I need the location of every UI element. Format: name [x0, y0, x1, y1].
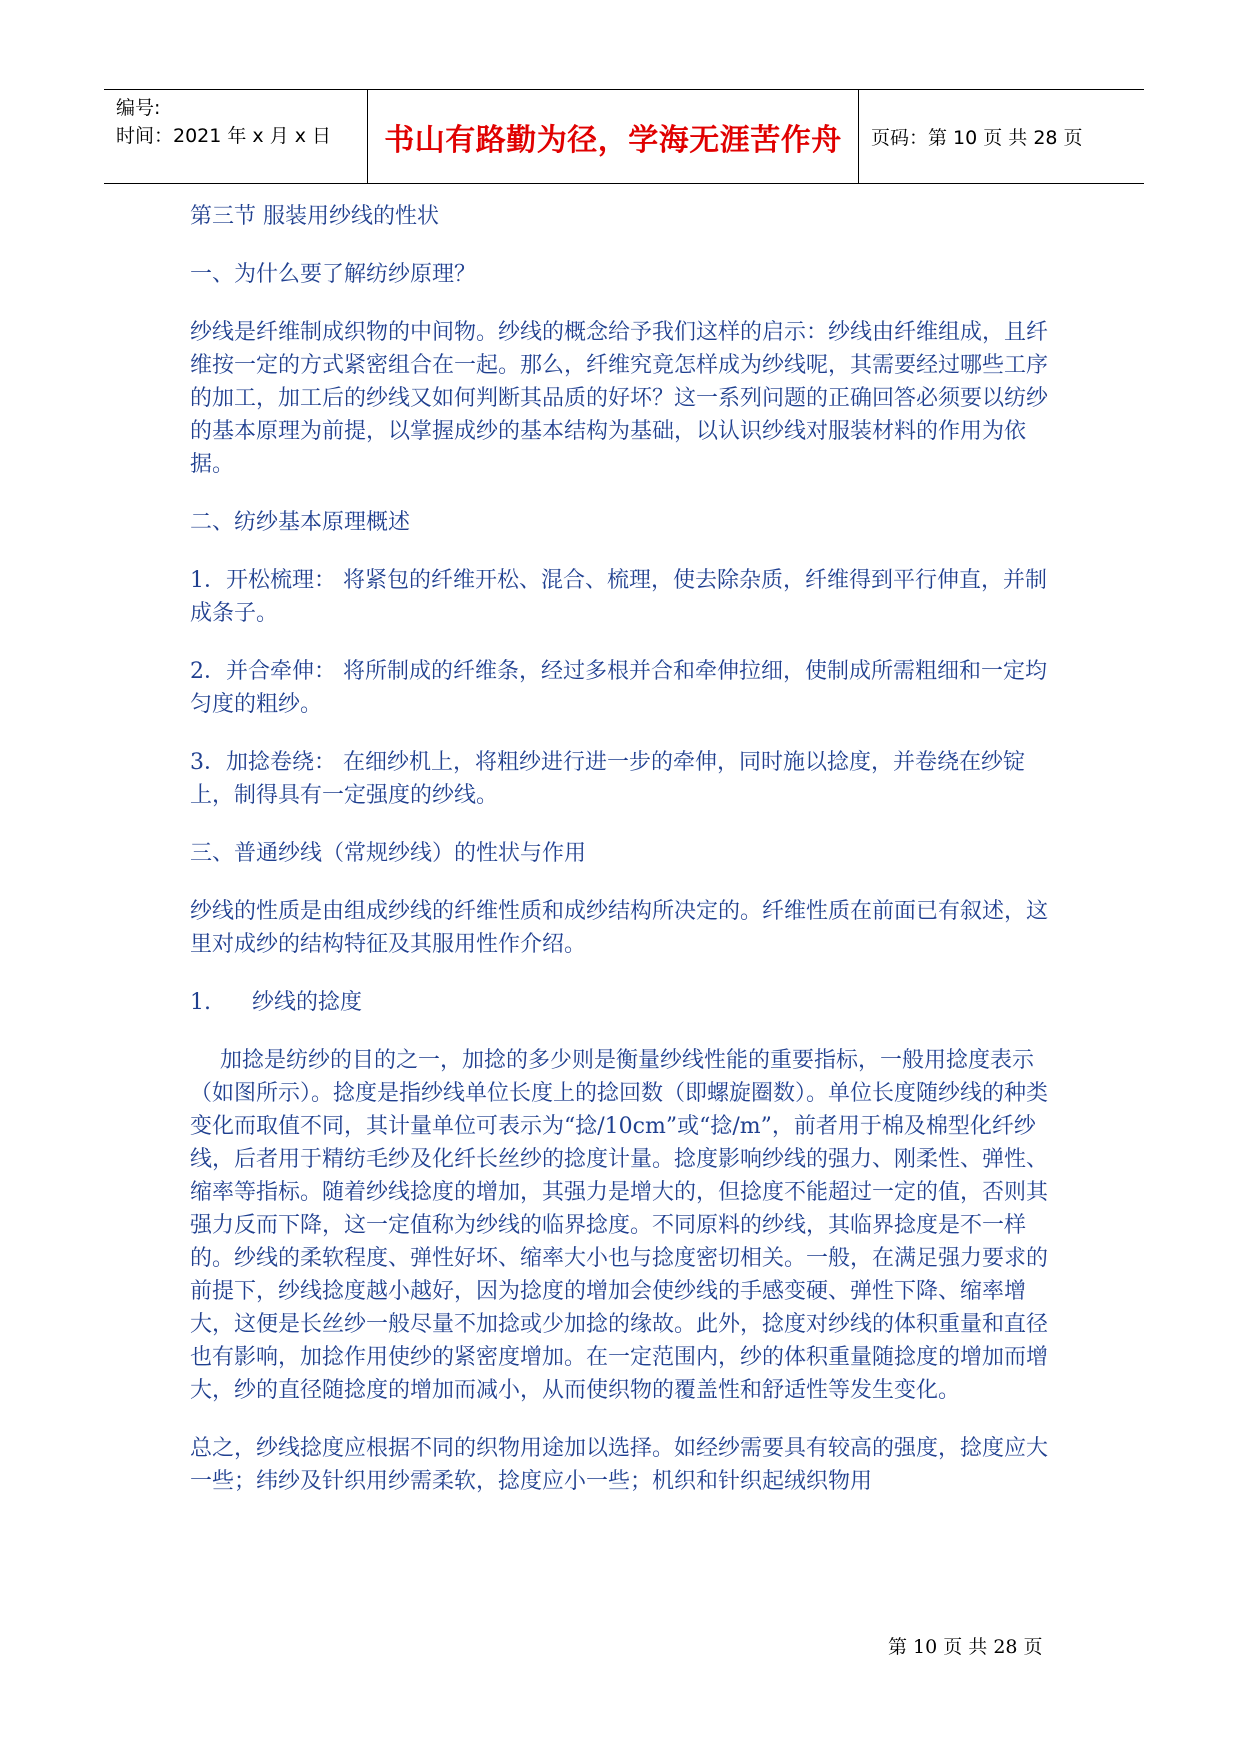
heading-ordinary-yarn: 三、普通纱线（常规纱线）的性状与作用	[190, 841, 587, 866]
document-header	[104, 89, 1144, 184]
page-footer: 第 10 页 共 28 页	[888, 1636, 1043, 1658]
paragraph-yarn-intro: 纱线是纤维制成织物的中间物。纱线的概念给予我们这样的启示：纱线由纤维组成，且纤维按一定的方式紧密组合在一起。那么，纤维究竟怎样成为纱线呢，其需要经过哪些工序的加工，加工后的纱线又如何判断其品质的好坏？这一系列问题的正确回答必须要以纺纱的基本原理为前提，以掌握成纱的基本结构为基础，以认识纱线对服装材料的作用为依据。	[190, 320, 1049, 477]
subheading-number: 1.	[190, 990, 211, 1015]
header-meta	[104, 90, 368, 183]
list-item-twisting-winding: 3．加捻卷绕： 在细纱机上，将粗纱进行进一步的牵伸，同时施以捻度，并卷绕在纱锭上，制得具有一定强度的纱线。	[190, 750, 1025, 808]
heading-spinning-principles: 二、纺纱基本原理概述	[190, 510, 411, 535]
document-number-label: 编号:	[116, 97, 161, 119]
paragraph-twist-summary: 总之，纱线捻度应根据不同的织物用途加以选择。如经纱需要具有较高的强度，捻度应大一些；纬纱及针织用纱需柔软，捻度应小一些；机织和针织起绒织物用	[190, 1436, 1049, 1494]
list-item-doubling-drafting: 2．并合牵伸： 将所制成的纤维条，经过多根并合和牵伸拉细，使制成所需粗细和一定均匀度的粗纱。	[190, 659, 1047, 717]
subheading-text: 纱线的捻度	[252, 990, 363, 1015]
document-body	[190, 200, 1060, 1498]
section-title: 第三节 服装用纱线的性状	[190, 204, 439, 229]
header-page-code: 页码：第 10 页 共 28 页	[871, 127, 1083, 149]
header-motto: 书山有路勤为径，学海无涯苦作舟	[368, 90, 859, 183]
document-time-label: 时间：2021 年 x 月 x 日	[116, 125, 332, 147]
paragraph-twist-details: 加捻是纺纱的目的之一，加捻的多少则是衡量纱线性能的重要指标，一般用捻度表示（如图所示）。捻度是指纱线单位长度上的捻回数（即螺旋圈数）。单位长度随纱线的种类变化而取值不同，其计量单位可表示为“捻/10cm”或“捻/m”，前者用于棉及棉型化纤纱线，后者用于精纺毛纱及化纤长丝纱的捻度计量。捻度影响纱线的强力、刚柔性、弹性、缩率等指标。随着纱线捻度的增加，其强力是增大的，但捻度不能超过一定的值，否则其强力反而下降，这一定值称为纱线的临界捻度。不同原料的纱线，其临界捻度是不一样的。纱线的柔软程度、弹性好坏、缩率大小也与捻度密切相关。一般，在满足强力要求的前提下，纱线捻度越小越好，因为捻度的增加会使纱线的手感变硬、弹性下降、缩率增大，这便是长丝纱一般尽量不加捻或少加捻的缘故。此外，捻度对纱线的体积重量和直径也有影响，加捻作用使纱的紧密度增加。在一定范围内，纱的体积重量随捻度的增加而增大，纱的直径随捻度的增加而减小，从而使织物的覆盖性和舒适性等发生变化。	[190, 1048, 1049, 1403]
subheading-yarn-twist	[190, 986, 1060, 1019]
heading-why-spinning: 一、为什么要了解纺纱原理？	[190, 262, 477, 287]
list-item-opening-carding: 1．开松梳理： 将紧包的纤维开松、混合、梳理，使去除杂质，纤维得到平行伸直，并制成条子。	[190, 568, 1047, 626]
paragraph-yarn-properties: 纱线的性质是由组成纱线的纤维性质和成纱结构所决定的。纤维性质在前面已有叙述，这里对成纱的结构特征及其服用性作介绍。	[190, 899, 1049, 957]
